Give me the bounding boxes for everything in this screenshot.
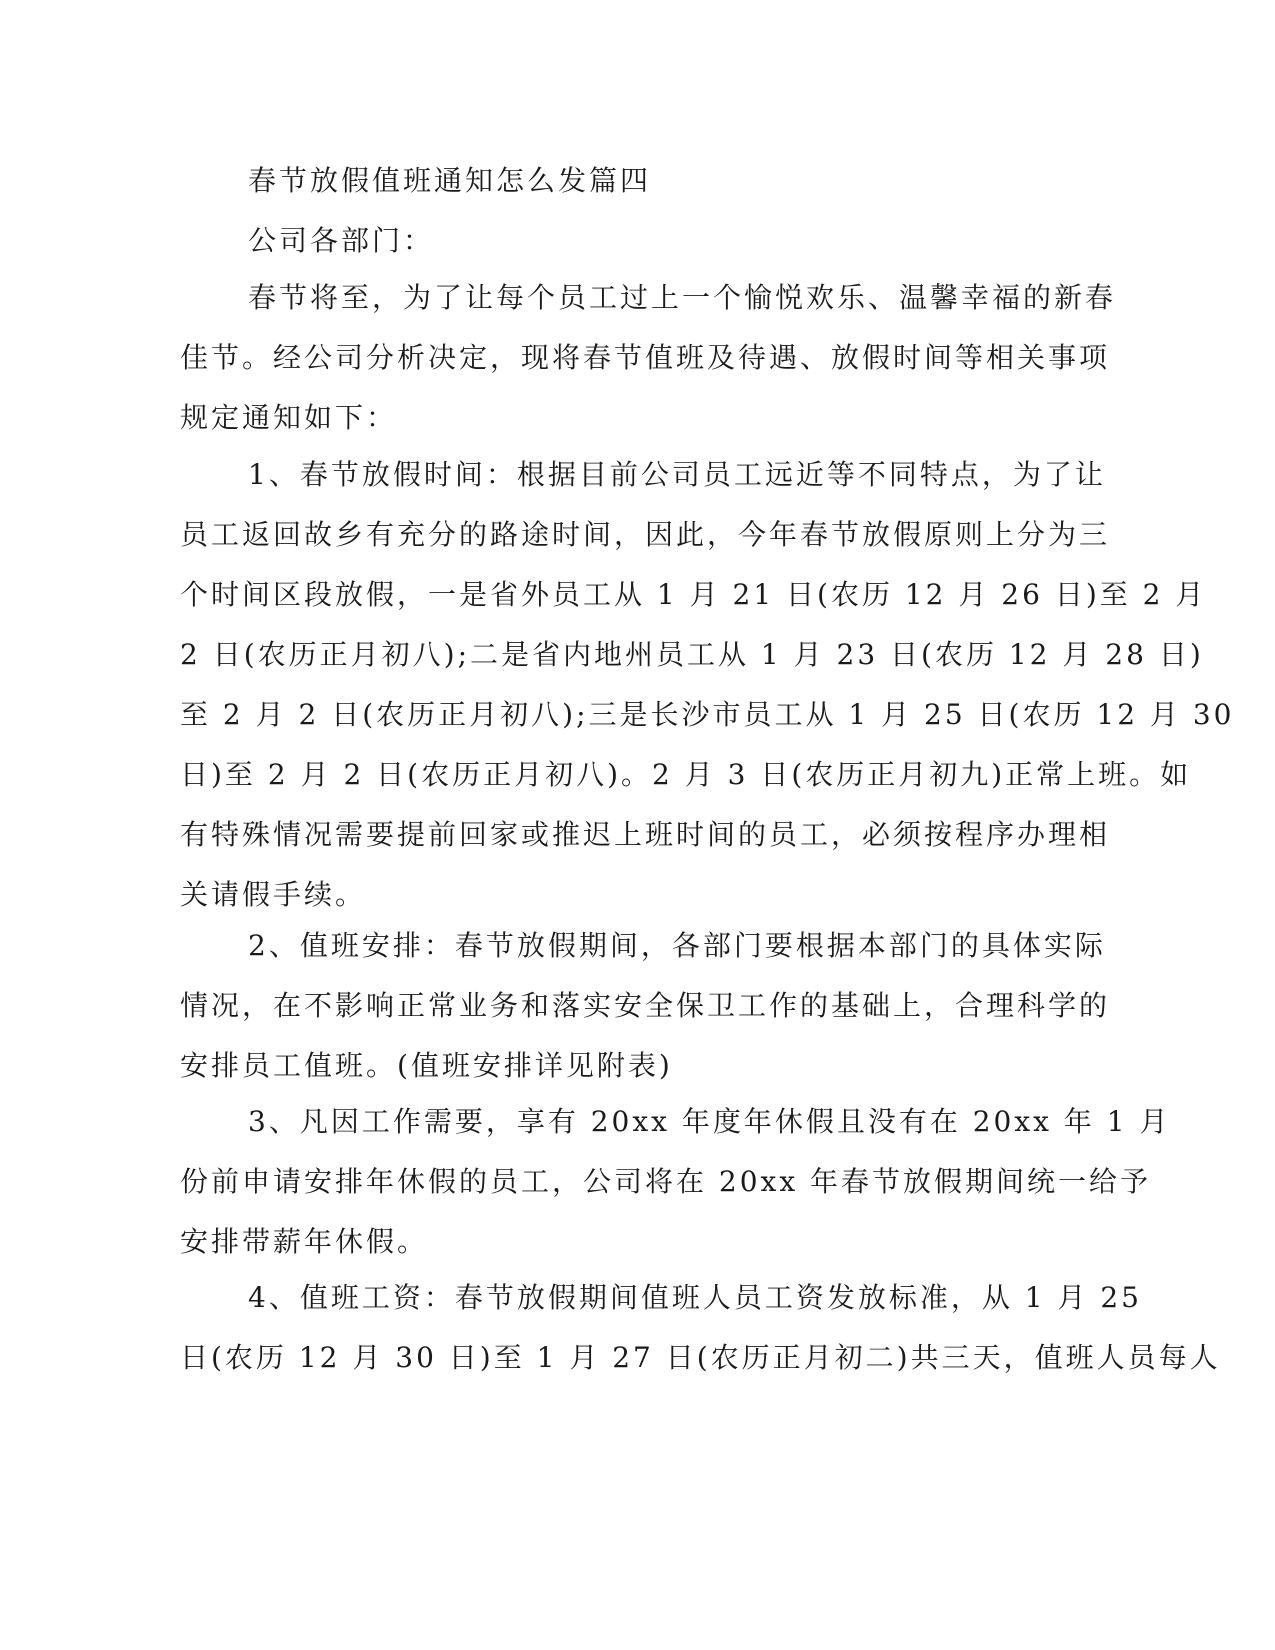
paragraph-line: 佳节。经公司分析决定，现将春节值班及待遇、放假时间等相关事项 xyxy=(180,341,1111,374)
paragraph-line: 2 日(农历正月初八);二是省内地州员工从 1 月 23 日(农历 12 月 28 日) xyxy=(180,638,1204,671)
paragraph-line: 4、值班工资：春节放假期间值班人员工资发放标准，从 1 月 25 xyxy=(248,1281,1142,1314)
paragraph-line: 关请假手续。 xyxy=(180,878,367,911)
paragraph-line: 日)至 2 月 2 日(农历正月初八)。2 月 3 日(农历正月初九)正常上班。如 xyxy=(180,758,1192,791)
paragraph-item-2 xyxy=(180,916,1111,1096)
paragraph-line: 3、凡因工作需要，享有 20xx 年度年休假且没有在 20xx 年 1 月 xyxy=(248,1105,1171,1138)
salutation xyxy=(180,211,1060,271)
title-text: 春节放假值班通知怎么发篇四 xyxy=(248,164,652,197)
paragraph-line: 安排员工值班。(值班安排详见附表) xyxy=(180,1049,673,1082)
paragraph-line: 春节将至，为了让每个员工过上一个愉悦欢乐、温馨幸福的新春 xyxy=(248,281,1117,314)
paragraph-item-1 xyxy=(180,445,1235,925)
paragraph-line: 份前申请安排年休假的员工，公司将在 20xx 年春节放假期间统一给予 xyxy=(180,1165,1152,1198)
paragraph-line: 2、值班安排：春节放假期间，各部门要根据本部门的具体实际 xyxy=(248,929,1106,962)
paragraph-line: 有特殊情况需要提前回家或推迟上班时间的员工，必须按程序办理相 xyxy=(180,818,1111,851)
paragraph-line: 安排带薪年休假。 xyxy=(180,1225,429,1258)
paragraph-line: 日(农历 12 月 30 日)至 1 月 27 日(农历正月初二)共三天，值班人员每人 xyxy=(180,1341,1221,1374)
paragraph-line: 规定通知如下： xyxy=(180,401,398,434)
paragraph-item-3 xyxy=(180,1092,1171,1272)
salutation-text: 公司各部门： xyxy=(248,224,435,257)
paragraph-intro xyxy=(180,268,1117,448)
paragraph-line: 1、春节放假时间：根据目前公司员工远近等不同特点，为了让 xyxy=(248,458,1106,491)
paragraph-line: 个时间区段放假，一是省外员工从 1 月 21 日(农历 12 月 26 日)至 2 月 xyxy=(180,578,1207,611)
paragraph-line: 至 2 月 2 日(农历正月初八);三是长沙市员工从 1 月 25 日(农历 12 月 30 xyxy=(180,698,1235,731)
paragraph-item-4 xyxy=(180,1268,1221,1388)
paragraph-line: 员工返回故乡有充分的路途时间，因此，今年春节放假原则上分为三 xyxy=(180,518,1111,551)
document-title xyxy=(180,151,1060,211)
paragraph-line: 情况，在不影响正常业务和落实安全保卫工作的基础上，合理科学的 xyxy=(180,989,1111,1022)
